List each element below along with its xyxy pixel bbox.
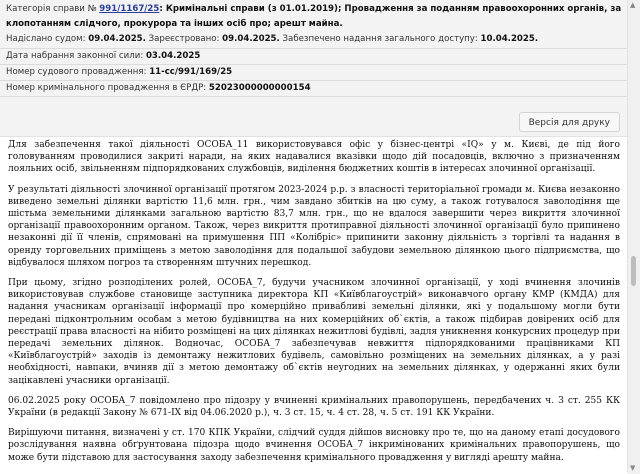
criminal-number-row [0, 81, 628, 96]
document-paragraph: Вирішуючи питання, визначені у ст. 170 КПК України, слідчий суддя дійшов висновку про те, що на даному етапі досудового розслідування наявна обґрунтована підозра щодо вчинення ОСОБА_7 інкримінованих кримінальних правопорушень, що може бути підставою для застосування заходу забезпечення кримінального провадження у вигляді арешту майна. [8, 428, 620, 463]
case-category-row [0, 2, 628, 32]
case-info-panel [0, 0, 628, 97]
scroll-up-icon[interactable]: ▲ [630, 1, 636, 9]
case-number-link[interactable]: 991/1167/25 [99, 4, 160, 14]
document-paragraph: При цьому, згідно розподілених ролей, ОСОБА_7, будучи учасником злочинної організації, у ході вчинення злочинів використовував службове становище заступника директора КП «Київблагоустрій» виконавчого органу КМР (КМДА) для надання учасникам організації інформації про комерційно привабливі земельні ділянки, які у подальшому могли бути передані підконтрольним особам з метою будівництва на них комерційних об`єктів, а також підбирав довірених осіб для реєстрації права власності на нібито розміщені на цих ділянках нежитлові будівлі, задля уникнення конкурсних процедур при передачі земельних ділянок. Водночас, ОСОБА_7 забезпечував невжиття підпорядкованими працівниками КП «Київблагоустрій» заходів із демонтажу нежитлових будівель, самовільно розміщених на земельних ділянках, а у разі необхідності, навпаки, вчиняв дії з метою демонтажу об`єктів неугодних на земельних ділянках, у одержанні яких були зацікавлені учасники організації. [8, 278, 620, 386]
criminal-number-label: Номер кримінального провадження в ЄРДР: [6, 83, 207, 94]
document-text [8, 139, 620, 472]
case-dates-row [0, 32, 628, 47]
scroll-down-icon[interactable]: ▼ [630, 464, 636, 472]
criminal-number: 52023000000000154 [208, 83, 311, 94]
document-paragraph: У результаті діяльності злочинної організації протягом 2023-2024 р.р. з власності територіальної громади м. Києва незаконно виведено земельні ділянки вартістю 11,6 млн. грн., чим завдано збитків на цю суму, а також готувалося заволодіння ще шістьма земельними ділянками загальною вартістю 83,7 млн. грн., що не вдалося завершити через викриття злочинної організації правоохоронним органом. Також, через викриття протиправної діяльності злочинної організації було припинено незаконні дії її членів, спрямовані на примушення ПП «Колібріс» припинити законну діяльність з торгівлі та надання в оренду торговельних приміщень з метою заволодіння для подальшої забудови земельною ділянкою цього підприємства, що відбувалося шляхом погроз та створенням штучних перешкод. [8, 184, 620, 268]
registered-date: 09.04.2025. [222, 34, 280, 45]
scrollbar-thumb[interactable] [631, 256, 636, 286]
sent-date: 09.04.2025. [88, 34, 146, 45]
sent-label: Надіслано судом: [6, 34, 86, 45]
access-label: Забезпечено надання загального доступу: [282, 34, 478, 45]
vertical-scrollbar[interactable] [627, 0, 640, 473]
case-category-label: Категорія справи № [6, 4, 97, 14]
proceeding-number-row [0, 65, 628, 80]
document-body [0, 136, 628, 474]
print-version-button[interactable]: Версія для друку [519, 112, 620, 132]
proceeding-label: Номер судового провадження: [6, 66, 147, 77]
toolbar [0, 107, 628, 133]
proceeding-number: 11-сс/991/169/25 [149, 66, 233, 77]
case-category-value: : Кримінальні справи (з 01.01.2019); Провадження за поданням правоохоронних органів, за клопотанням слідчого, прокурора та інших осіб про; арешт майна. [6, 4, 622, 30]
legal-force-date: 03.04.2025 [145, 50, 201, 61]
registered-label: Зареєстровано: [148, 34, 220, 45]
legal-force-label: Дата набрання законної сили: [6, 50, 144, 61]
document-paragraph: Для забезпечення такої діяльності ОСОБА_11 використовувався офіс у бізнес-центрі «IQ» у м. Києві, де під його головуванням проводилися закриті наради, на яких надавалися вказівки щодо дій посадовців, включно з призначенням лояльних осіб, звільненням підпорядкованих службовців, виділення бюджетних коштів в інтересах злочинної організації. [8, 140, 620, 175]
access-date: 10.04.2025. [480, 34, 539, 45]
document-paragraph: 06.02.2025 року ОСОБА_7 повідомлено про підозру у вчиненні кримінальних правопорушень, передбачених ч. 3 ст. 255 КК України (в редакції Закону № 671-IX від 04.06.2020 р.), ч. 3 ст. 15, ч. 4 ст. 28, ч. 5 ст. 191 КК України. [8, 395, 620, 419]
legal-force-row [0, 49, 628, 64]
